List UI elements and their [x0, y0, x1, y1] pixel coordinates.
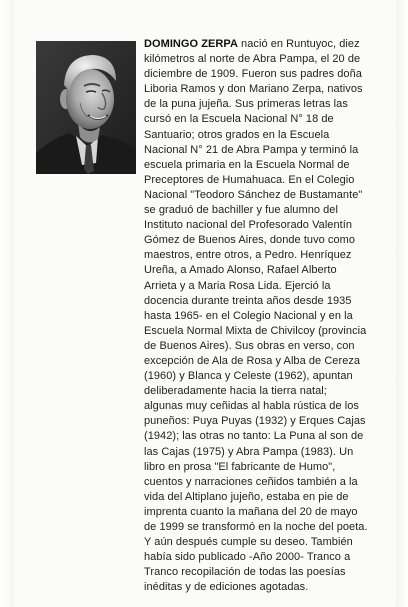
bio-line: excepción de Ala de Rosa y Alba de Cereza — [144, 354, 361, 367]
author-name: DOMINGO ZERPA — [144, 38, 238, 50]
bio-line: de la puna jujeña. Sus primeras letras las — [144, 98, 348, 111]
bio-line: libro en prosa "El fabricante de Humo", — [144, 460, 336, 473]
bio-line: algunas muy ceñidas al habla rústica de los — [144, 400, 359, 413]
bio-line: se graduó de bachiller y fue alumno del — [144, 204, 338, 217]
bio-line: Ureña, a Amado Alonso, Rafael Alberto — [144, 264, 337, 277]
bio-first-line — [144, 37, 394, 52]
bio-line: (1960) y Blanca y Celeste (1962), apuntan — [144, 370, 353, 383]
bio-line: Y aún después cumple su deseo. También — [144, 536, 353, 549]
bio-first-line-text: nació en Runtuyoc, diez — [237, 38, 360, 50]
bio-line: de 1999 se transformó en la noche del poeta. — [144, 521, 368, 533]
author-portrait-photo — [36, 41, 136, 174]
bio-line: de Buenos Aires). Sus obras en verso, con — [144, 339, 355, 352]
bio-line: deliberadamente hacia la tierra natal; — [144, 385, 327, 398]
bio-line: Arrieta y a Maria Rosa Lida. Ejerció la — [144, 279, 331, 292]
bio-line: imprenta cuanto la mañana del 20 de mayo — [144, 505, 358, 518]
bio-line: hasta 1965- en el Colegio Nacional y en la — [144, 309, 353, 322]
bio-line: Instituto nacional del Profesorado Valentín — [144, 219, 353, 232]
bio-line: escuela primaria en la Escuela Normal de — [144, 158, 350, 171]
bio-line: Nacional "Teodoro Sánchez de Bustamante" — [144, 188, 363, 201]
bio-line: docencia durante treinta años desde 1935 — [144, 294, 352, 307]
bio-line: Tranco recopilación de todas las poesías — [144, 566, 346, 579]
bio-line: inéditas y de ediciones agotadas. — [144, 581, 309, 594]
bio-line: diciembre de 1909. Fueron sus padres doña — [144, 68, 362, 81]
portrait-image — [36, 41, 136, 174]
bio-line: maestros, entre otros, a Pedro. Henríquez — [144, 249, 352, 262]
bio-line: Liboria Ramos y don Mariano Zerpa, nativos — [144, 83, 363, 96]
bio-line: kilómetros al norte de Abra Pampa, el 20 de — [144, 53, 361, 66]
bio-line: (1942); las otras no tanto: La Puna al son de — [144, 430, 364, 443]
bio-line: puneños: Puya Puyas (1932) y Erques Cajas — [144, 415, 366, 428]
bio-line: había sido publicado -Año 2000- Tranco a — [144, 551, 351, 564]
bio-line: Preceptores de Humahuaca. En el Colegio — [144, 173, 355, 186]
bio-line: Santuario; otros grados en la Escuela — [144, 128, 330, 141]
bio-line: Escuela Normal Mixta de Chivilcoy (provincia — [144, 324, 367, 337]
bio-line: vida del Altiplano jujeño, estaba en pie de — [144, 490, 349, 503]
bio-line: cuentos y narraciones ceñidos también a la — [144, 475, 358, 488]
bio-line: Nacional N° 21 de Abra Pampa y terminó la — [144, 143, 359, 156]
bio-line: Gómez de Buenos Aires, donde tuvo como — [144, 234, 356, 247]
bio-line: cursó en la Escuela Nacional N° 18 de — [144, 113, 334, 126]
author-biography — [144, 37, 394, 595]
bio-line: las Cajas (1975) y Abra Pampa (1983). Un — [144, 445, 354, 458]
